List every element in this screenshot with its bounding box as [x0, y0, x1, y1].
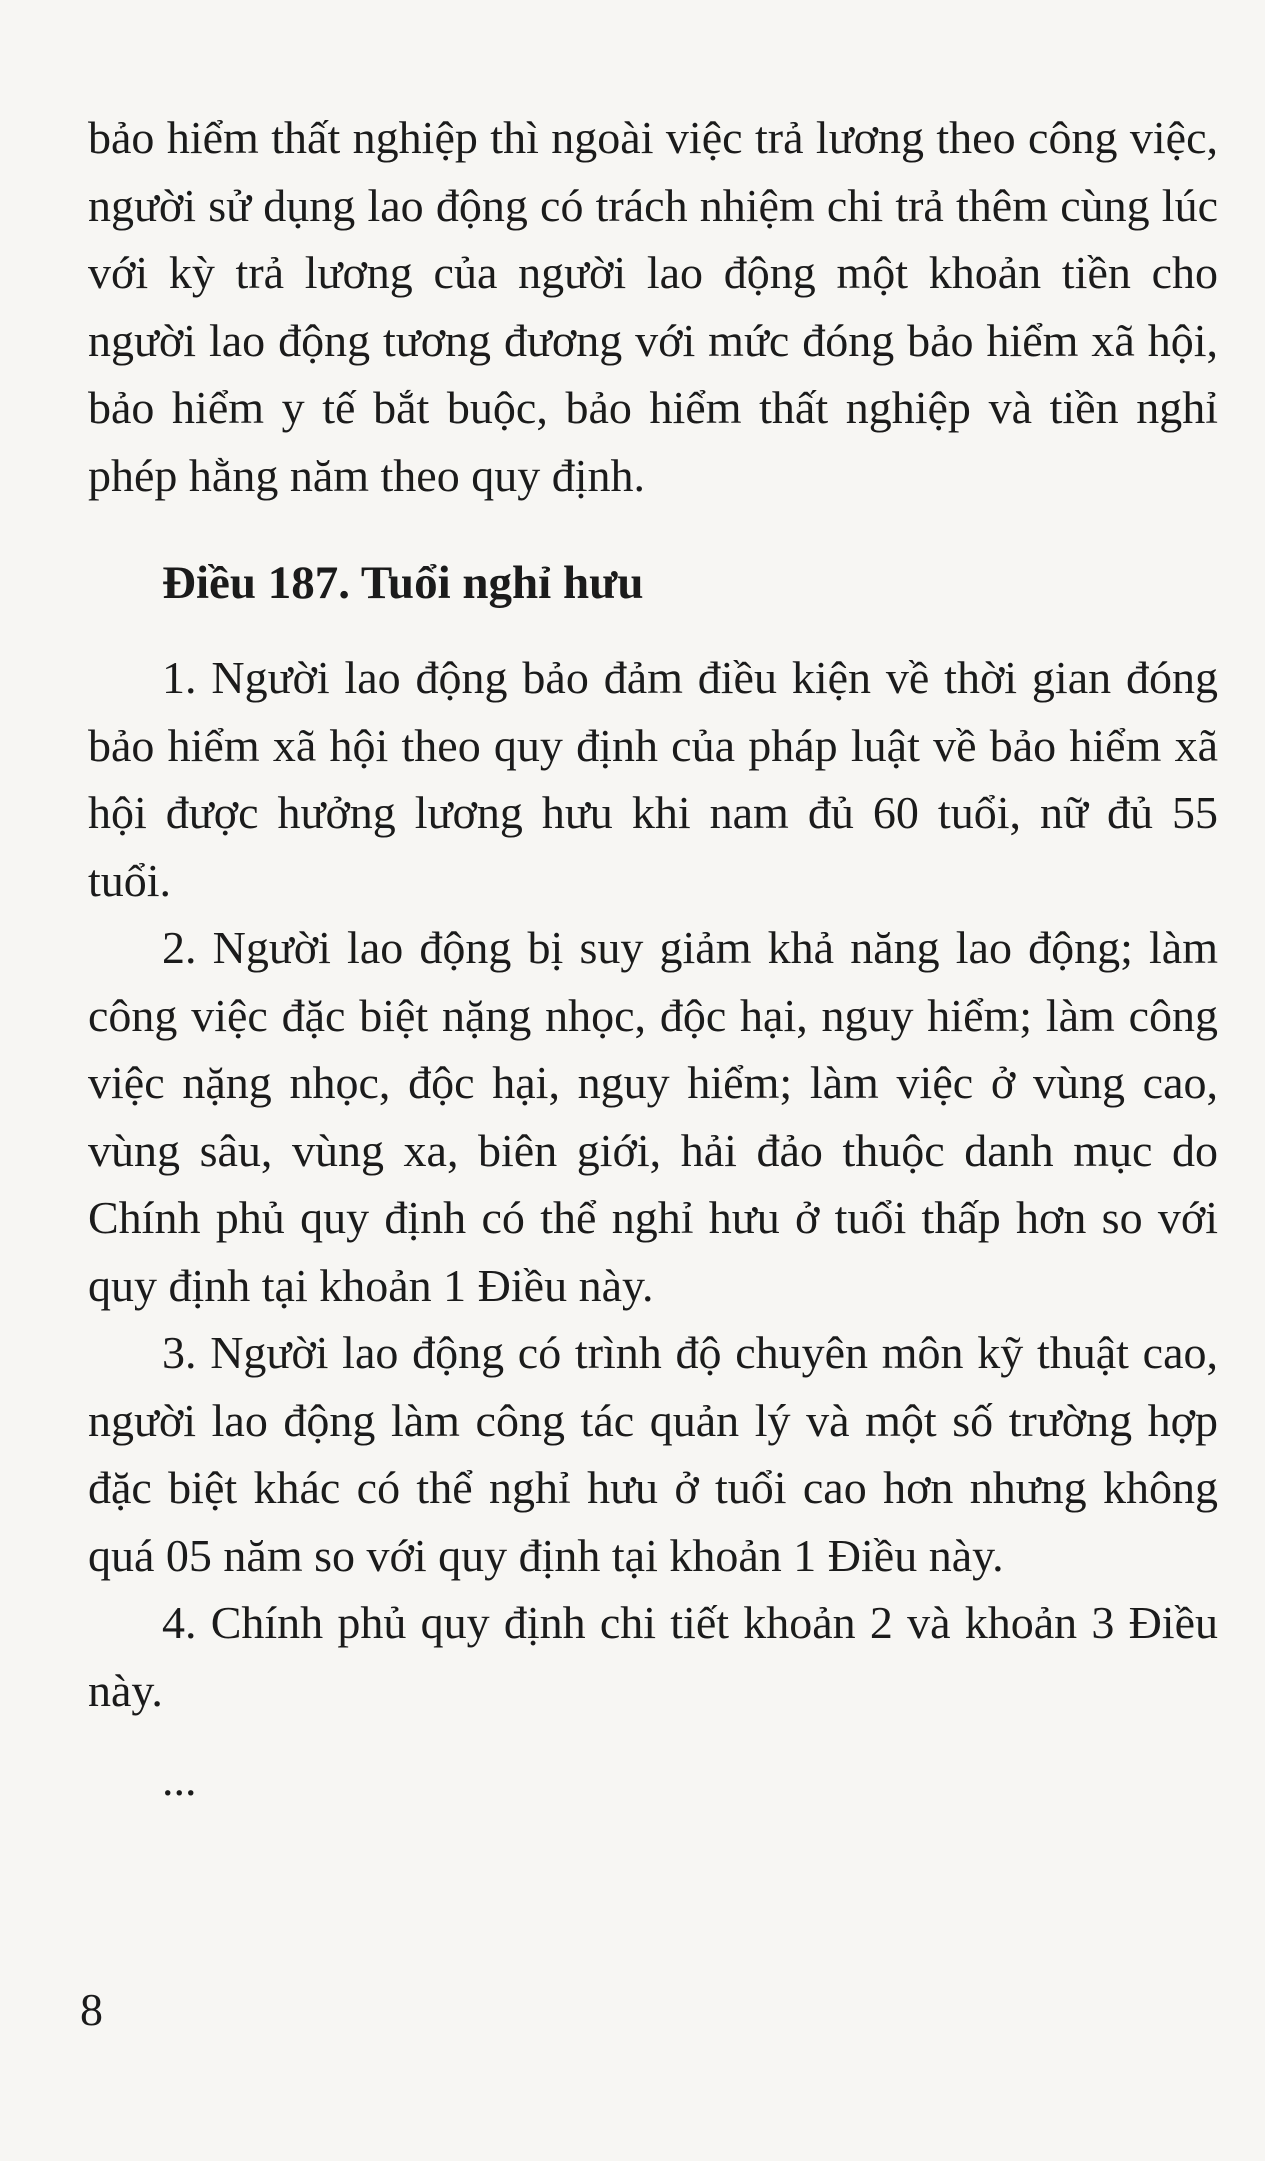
article-body	[88, 644, 1218, 1814]
clause-4: 4. Chính phủ quy định chi tiết khoản 2 và khoản 3 Điều này.	[88, 1597, 1218, 1716]
ellipsis: ...	[162, 1754, 197, 1805]
clause-3: 3. Người lao động có trình độ chuyên môn kỹ thuật cao, người lao động làm công tác quản lý và một số trường hợp đặc biệt khác có thể nghỉ hưu ở tuổi cao hơn nhưng không quá 05 năm so với quy định tại khoản 1 Điều này.	[88, 1327, 1218, 1581]
continuation-paragraph: bảo hiểm thất nghiệp thì ngoài việc trả lương theo công việc, người sử dụng lao động có trách nhiệm chi trả thêm cùng lúc với kỳ trả lương của người lao động một khoản tiền cho người lao động tương đương với mức đóng bảo hiểm xã hội, bảo hiểm y tế bắt buộc, bảo hiểm thất nghiệp và tiền nghỉ phép hằng năm theo quy định.	[88, 112, 1218, 501]
clause-2: 2. Người lao động bị suy giảm khả năng lao động; làm công việc đặc biệt nặng nhọc, độc hại, nguy hiểm; làm công việc nặng nhọc, độc hại, nguy hiểm; làm việc ở vùng cao, vùng sâu, vùng xa, biên giới, hải đảo thuộc danh mục do Chính phủ quy định có thể nghỉ hưu ở tuổi thấp hơn so với quy định tại khoản 1 Điều này.	[88, 922, 1218, 1311]
page-number: 8	[80, 1984, 103, 2035]
article-heading: Điều 187. Tuổi nghỉ hưu	[162, 557, 644, 609]
clause-1: 1. Người lao động bảo đảm điều kiện về thời gian đóng bảo hiểm xã hội theo quy định của pháp luật về bảo hiểm xã hội được hưởng lương hưu khi nam đủ 60 tuổi, nữ đủ 55 tuổi.	[88, 652, 1218, 906]
